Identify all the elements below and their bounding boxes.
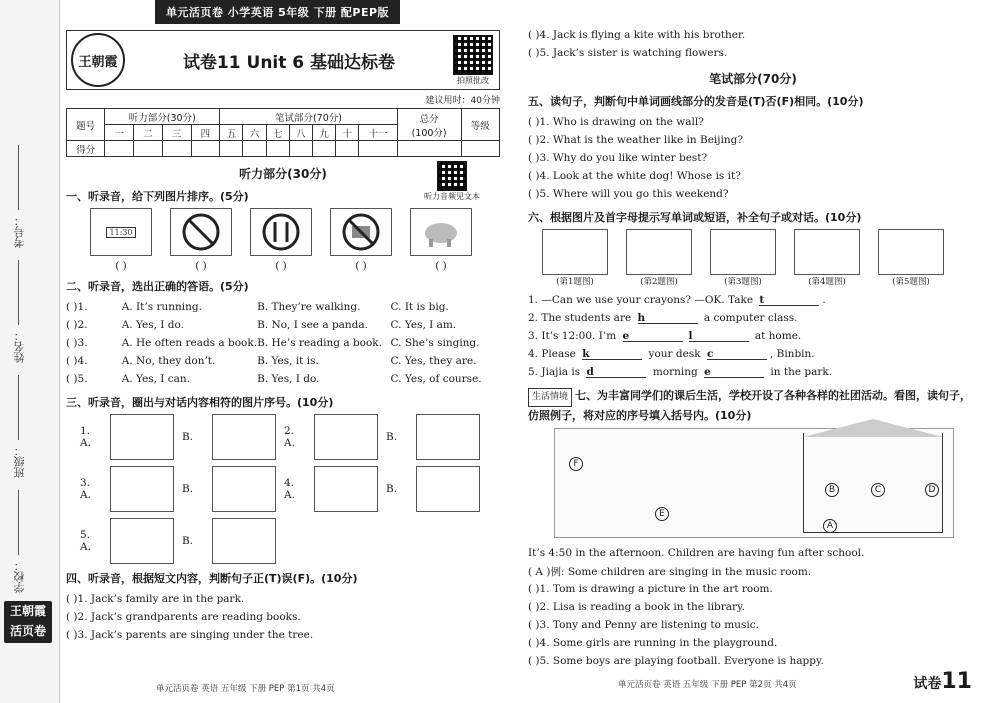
writing-heading: 笔试部分(70分) [709,72,797,86]
score-cell[interactable] [336,141,359,157]
q5-item[interactable]: ( )1. Who is drawing on the wall? [528,116,704,128]
score-th-tihao: 题号 [67,109,105,141]
sidebar-logo: 王朝霞 活页卷 [4,601,52,643]
scene-label-a: A [823,519,837,533]
q1-pictures [90,208,500,256]
top-banner: 单元活页卷 小学英语 5年级 下册 配PEP版 [155,0,400,24]
q6-pictures [542,229,978,287]
q2-b: B. Yes, I do. [257,373,320,385]
q6-text: morning [649,366,702,378]
q6-caption: (第2题图) [640,277,678,287]
q2-a: A. It’s running. [121,301,202,313]
scene-label-f: F [569,457,583,471]
q1-pic-one-way-sign-icon [250,208,312,256]
xuexiao-label: 学校： [13,560,26,593]
right-page [528,26,978,696]
q6-item [528,327,978,345]
q2-c: C. Yes, I am. [390,319,457,331]
q2-a: A. No, they don’t. [121,355,216,367]
q6-item [528,291,978,309]
q2-n: ( )5. [66,373,88,385]
q2-item[interactable] [66,334,500,352]
q2-n: ( )4. [66,355,88,367]
q2-c: C. She’s singing. [390,337,480,349]
q1-answers [90,260,500,272]
score-table [66,108,500,157]
q6-blank[interactable]: d [586,366,646,378]
q1-pic-elephant-icon [410,208,472,256]
q6-blank[interactable]: l [689,330,749,342]
xuexiao-line [18,490,19,555]
brand-seal: 王朝霞 [71,33,125,87]
q4-item[interactable]: ( )3. Jack’s parents are singing under the tree. [66,629,314,641]
q7-item[interactable]: ( )2. Lisa is reading a book in the library. [528,601,745,613]
q6-caption: (第3题图) [724,277,762,287]
binding-sidebar [0,0,60,703]
q2-n: ( )3. [66,337,88,349]
footer-right: 单元活页卷 英语 五年级 下册 PEP 第2页 共4页 [618,680,797,690]
q3-label: 5. A. [80,529,91,553]
q6-text: 4. Please [528,348,580,360]
page-title: 试卷11 Unit 6 基础达标卷 [182,52,396,73]
score-th-grade: 等级 [461,109,499,141]
q4-item[interactable]: ( )2. Jack’s grandparents are reading books. [66,611,301,623]
score-cell[interactable] [359,141,397,157]
scene-label-e: E [655,507,669,521]
q6-item [528,309,978,327]
audio-qr-caption: 听力音频见文本 [424,192,480,201]
score-cell[interactable] [191,141,220,157]
q6-text: at home. [751,330,802,342]
score-num: 二 [134,125,163,141]
qr-caption: 拍照批改 [457,75,489,85]
score-num: 一 [105,125,134,141]
q6-text: 3. It’s 12:00. I’m [528,330,620,342]
q6-caption: (第4题图) [808,277,846,287]
q4-title: 四、听录音，根据短文内容，判断句子正(T)误(F)。(10分) [66,572,358,585]
score-cell[interactable] [105,141,134,157]
q2-b: B. No, I see a panda. [257,319,369,331]
paper-number-mark: 试卷11 [913,669,972,694]
q7-item: ( A )例: Some children are singing in the music room. [528,565,812,578]
q2-b: B. They’re walking. [257,301,361,313]
q2-list [66,298,500,388]
kaohao-label: 考号： [13,215,26,248]
q3-label: 2. A. [284,425,295,449]
q3-pic-mountain-icon[interactable] [212,518,276,564]
q5-title: 五、读句子，判断句中单词画线部分的发音是(T)否(F)相同。(10分) [528,95,864,108]
q7-tag: 生活情境 [528,388,572,407]
scene-label-c: C [871,483,885,497]
q6-caption: (第1题图) [556,277,594,287]
q6-pic-exercise-icon [878,229,944,275]
score-num: 六 [243,125,266,141]
q6-text: your desk [645,348,704,360]
q6-text: , Binbin. [769,348,815,360]
audio-qr-icon [437,161,467,191]
q5-item[interactable]: ( )2. What is the weather like in Beijing? [528,134,743,146]
q2-item[interactable] [66,316,500,334]
score-cell[interactable] [289,141,312,157]
score-num: 五 [220,125,243,141]
q2-c: C. Yes, of course. [390,373,482,385]
q3-pic-girl-standing-icon[interactable] [110,466,174,512]
q1-answer-blank[interactable]: ( ) [355,260,367,272]
score-num: 四 [191,125,220,141]
q6-blank[interactable]: t [759,294,819,306]
q6-title: 六、根据图片及首字母提示写单词或短语，补全句子或对话。(10分) [528,211,862,224]
qr-block [453,35,493,86]
suggested-time: 建议用时：40分钟 [425,96,500,106]
q3-label: B. [182,431,194,443]
q3-title: 三、听录音，圈出与对话内容相符的图片序号。(10分) [66,396,334,409]
q2-c: C. It is big. [390,301,449,313]
q7-item[interactable]: ( )1. Tom is drawing a picture in the art room. [528,583,773,595]
q2-b: B. He’s reading a book. [257,337,383,349]
q3-pic-girl-reading-icon[interactable] [314,414,378,460]
footer-left: 单元活页卷 英语 五年级 下册 PEP 第1页 共4页 [156,684,335,694]
q6-text: 5. Jiajia is [528,366,584,378]
q2-item[interactable] [66,352,500,370]
q1-answer-blank[interactable]: ( ) [275,260,287,272]
q3-pic-computer-room-icon[interactable] [314,466,378,512]
q2-n: ( )1. [66,301,88,313]
q3-pic-teacher-board-icon[interactable] [212,466,276,512]
q2-n: ( )2. [66,319,88,331]
q3-label: B. [182,535,194,547]
q6-pic-computer-class-icon [626,229,692,275]
q3-pic-park-icon[interactable] [110,518,174,564]
score-cell[interactable] [134,141,163,157]
q2-item[interactable] [66,370,500,388]
q7-title: 七、为丰富同学们的课后生活，学校开设了各种各样的社团活动。看图，读句子，仿照例子，将对应的序号填入括号内。(10分) [528,389,972,422]
q6-text: . [822,294,826,306]
q2-b: B. Yes, it is. [257,355,319,367]
q7-item[interactable]: ( )3. Tony and Penny are listening to music. [528,619,759,631]
q6-item [528,345,978,363]
score-num: 八 [289,125,312,141]
q4-item[interactable]: ( )5. Jack’s sister is watching flowers. [528,47,728,59]
score-th-listening: 听力部分(30分) [105,109,220,125]
score-cell[interactable] [397,141,461,157]
q6-pic-eating-lunch-icon [710,229,776,275]
q3-label: 4. A. [284,477,295,501]
q3-pic-library-icon[interactable] [416,466,480,512]
xingming-line [18,260,19,325]
score-cell[interactable] [461,141,499,157]
score-cell[interactable] [266,141,289,157]
score-cell[interactable] [162,141,191,157]
qr-code-icon [453,35,493,75]
q1-pic-no-sign-icon [170,208,232,256]
q3-label: B. [386,431,398,443]
q3-label: B. [182,483,194,495]
q6-blank[interactable]: e [704,366,764,378]
q6-pic-crayons-icon [542,229,608,275]
q3-grid [80,414,500,564]
q2-a: A. Yes, I can. [121,373,191,385]
q5-item[interactable]: ( )5. Where will you go this weekend? [528,188,729,200]
scene-label-b: B [825,483,839,497]
score-th-total: 总分 (100分) [397,109,461,141]
q6-text: 1. —Can we use your crayons? —OK. Take [528,294,757,306]
q2-title: 二、听录音，选出正确的答语。(5分) [66,280,249,293]
q7-item[interactable]: ( )4. Some girls are running in the playground. [528,637,778,649]
q6-text: 2. The students are [528,312,635,324]
audio-qr-block [424,161,480,202]
q6-caption: (第5题图) [892,277,930,287]
q1-answer-blank[interactable]: ( ) [195,260,207,272]
scene-label-d: D [925,483,939,497]
score-th-writing: 笔试部分(70分) [220,109,397,125]
score-num: 十一 [359,125,397,141]
q1-pic-clock: 11:30 [90,208,152,256]
score-cell[interactable] [220,141,243,157]
q6-blank[interactable]: e [623,330,683,342]
q7-scene [554,428,954,538]
left-page [66,30,500,700]
q1-answer-blank[interactable]: ( ) [435,260,447,272]
q3-label: B. [386,483,398,495]
listening-heading: 听力部分(30分) [239,167,327,181]
q3-label: 1. A. [80,425,91,449]
kaohao-line [18,145,19,210]
q2-c: C. Yes, they are. [390,355,477,367]
q1-pic-no-entry-icon [330,208,392,256]
q5-item[interactable]: ( )4. Look at the white dog! Whose is it? [528,170,741,182]
q4-item[interactable]: ( )4. Jack is flying a kite with his brother. [528,29,746,41]
q7-intro: It’s 4:50 in the afternoon. Children are having fun after school. [528,547,865,559]
score-cell[interactable] [243,141,266,157]
q1-title: 一、听录音，给下列图片排序。(5分) [66,190,249,203]
q6-item [528,363,978,381]
q6-list [528,291,978,381]
scene-house [803,433,943,533]
score-row-defen: 得分 [67,141,105,157]
q5-item[interactable]: ( )3. Why do you like winter best? [528,152,708,164]
score-num: 九 [312,125,335,141]
banji-label: 班级： [13,445,26,478]
q2-item[interactable] [66,298,500,316]
q3-label: 3. A. [80,477,91,501]
banji-line [18,375,19,440]
q1-answer-blank[interactable]: ( ) [115,260,127,272]
q4-item[interactable]: ( )1. Jack’s family are in the park. [66,593,245,605]
q6-pic-desk-icon [794,229,860,275]
score-num: 七 [266,125,289,141]
q6-blank[interactable]: k [582,348,642,360]
q3-pic-panda-icon[interactable] [110,414,174,460]
xingming-label: 姓名： [13,330,26,363]
title-box [66,30,500,90]
q2-a: A. Yes, I do. [121,319,184,331]
q6-text: a computer class. [700,312,798,324]
q6-text: in the park. [767,366,833,378]
q6-blank[interactable]: c [707,348,767,360]
score-cell[interactable] [312,141,335,157]
q3-pic-giraffe-icon[interactable] [212,414,276,460]
q7-item[interactable]: ( )5. Some boys are playing football. Everyone is happy. [528,655,824,667]
score-num: 十 [336,125,359,141]
q6-blank[interactable]: h [638,312,698,324]
q2-a: A. He often reads a book. [121,337,258,349]
score-num: 三 [162,125,191,141]
q3-pic-girl-singing-icon[interactable] [416,414,480,460]
